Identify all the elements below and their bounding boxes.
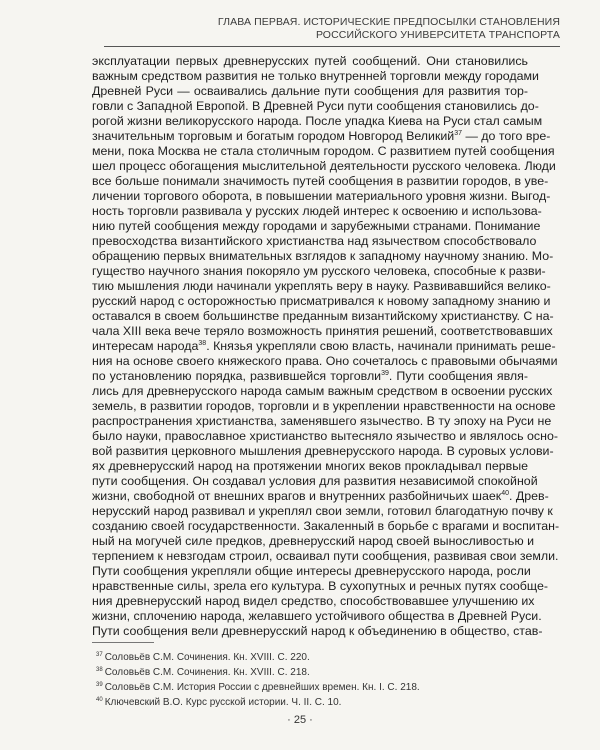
footnote (92, 665, 528, 680)
footnote-number: 38 (96, 666, 103, 673)
body-line-text: жизни, сплочению народа, желавшего устойчивого общества в Древней Руси. (92, 609, 542, 623)
body-line-text: нравственные силы, зрела его культура. В сухопутных и речных путях сообще- (92, 579, 548, 593)
body-line (92, 579, 548, 594)
body-line (92, 534, 534, 549)
body-line (92, 564, 531, 579)
body-line (92, 594, 535, 609)
body-line (92, 114, 543, 129)
body-line-text: все больше понимали значимость путей сообщения в развитии городов, в уве- (92, 174, 549, 188)
body-line-text: лись для древнерусского народа самым важным средством в освоении русских (92, 384, 553, 398)
body-line-text: ный на могучей силе предков, древнерусский народ своей выносливостью и (92, 534, 534, 548)
body-line-text: ях древнерусский народ на протяжении многих веков прокладывал первые (92, 459, 528, 473)
body-line (92, 429, 558, 444)
footnote (92, 650, 528, 665)
body-line (92, 279, 551, 294)
body-line-text: ность торговли развивала у русских людей интерес к освоению и использова- (92, 204, 542, 218)
running-header-line-2: РОССИЙСКОГО УНИВЕРСИТЕТА ТРАНСПОРТА (315, 29, 560, 41)
body-line (92, 414, 552, 429)
body-line (92, 69, 539, 84)
body-line (92, 504, 553, 519)
body-line (92, 339, 556, 354)
body-line (92, 354, 558, 369)
body-line-text: интересам народа (92, 339, 199, 353)
body-line-text: личении торгового оборота, в повышении материального уровня жизни. Выгод- (92, 189, 551, 203)
footnote-divider (92, 642, 154, 643)
body-line-text-continued: . Князья укрепляли свою власть, начинали принимать реше- (206, 339, 556, 353)
body-line-text: нию путей сообщения между городами и зарубежными странами. Понимание (92, 219, 541, 233)
body-line-text: распространения христианства, заменявшего язычество. В ту эпоху на Руси не (92, 414, 552, 428)
body-line-text: созданию своей государственности. Закаленный в борьбе с врагами и воспитан- (92, 519, 560, 533)
body-line-text: обращению первых внимательных взглядов к западному научному знанию. Мо- (92, 249, 554, 263)
body-line-text: терпением к невзгодам строил, осваивал пути сообщения, развивая свои земли. (92, 549, 559, 563)
body-line (92, 624, 543, 639)
footnote-marker: 37 (454, 129, 463, 137)
header-divider (104, 46, 560, 47)
footnote (92, 695, 528, 710)
body-line (92, 264, 546, 279)
footnote-text: Ключевский В.О. Курс русской истории. Ч. II. С. 10. (104, 697, 342, 708)
body-line (92, 324, 553, 339)
body-line (92, 444, 554, 459)
body-text (92, 54, 560, 639)
footnote-number: 40 (96, 696, 103, 703)
footnote-marker: 39 (381, 369, 389, 377)
body-line-text: тию мышления люди начинали укреплять веру в науку. Развивавшийся велико- (92, 279, 551, 293)
body-line-text: Древней Руси — осваивались дальние пути сообщения для развития тор- (92, 84, 528, 98)
body-line-text: рогой жизни великорусского народа. После упадка Киева на Руси стал самым (92, 114, 543, 128)
body-line-text: пути сообщения. Он создавал условия для развития независимой спокойной (92, 474, 538, 488)
footnote (92, 680, 528, 695)
body-line-text-continued: — до того вре- (462, 129, 551, 143)
body-line (92, 99, 539, 114)
body-line-text: превосходства византийского христианства над язычеством способствовало (92, 234, 537, 248)
body-line (92, 144, 555, 159)
body-line (92, 294, 551, 309)
body-line (92, 189, 551, 204)
body-line (92, 249, 554, 264)
body-line-text: говли с Западной Европой. В Древней Руси пути сообщения становились до- (92, 99, 539, 113)
body-line-text: чала XIII века вече теряло возможность принятия решений, соответствовавших (92, 324, 553, 338)
body-line (92, 609, 542, 624)
footnote-text: Соловьёв С.М. Сочинения. Кн. XVIII. С. 218. (104, 667, 310, 678)
body-line (92, 549, 559, 564)
body-line (92, 384, 553, 399)
body-line (92, 459, 528, 474)
body-line (92, 219, 541, 234)
body-line-text: оставался в своем большинстве преданным византийскому христианству. С на- (92, 309, 554, 323)
body-line-text: гущество научного знания покоряло ум русского человека, способные к разви- (92, 264, 546, 278)
footnote-marker: 40 (501, 489, 509, 497)
page-number: · 25 · (287, 714, 313, 726)
body-line-text: значительным торговым и богатым городом Новгород Великий (92, 129, 455, 143)
body-line-text: важным средством развития не только внутренней торговли между городами (92, 69, 539, 83)
body-line-text: земель, в развитии городов, торговли и в укреплении нравственности на основе (92, 399, 556, 413)
body-line (92, 54, 528, 69)
body-line-text: эксплуатации первых древнерусских путей сообщений. Они становились (92, 54, 528, 68)
body-line (92, 84, 528, 99)
footnote-number: 37 (96, 651, 103, 658)
running-header-line-1: ГЛАВА ПЕРВАЯ. ИСТОРИЧЕСКИЕ ПРЕДПОСЫЛКИ СТАНОВЛЕНИЯ (217, 16, 560, 28)
body-line (92, 474, 538, 489)
running-header (90, 16, 560, 42)
body-line (92, 174, 549, 189)
body-line (92, 204, 542, 219)
footnote-marker: 38 (198, 339, 207, 347)
body-line (92, 369, 528, 384)
body-line (92, 399, 556, 414)
body-line-text: жизни, свободной от внешних врагов и внутренних разбойничьих шаек (92, 489, 502, 503)
body-line (92, 519, 560, 534)
body-line (92, 309, 554, 324)
body-line-text: нерусский народ развивал и укреплял свои земли, готовил благодатную почву к (92, 504, 553, 518)
body-line-text: было науки, православное христианство вытесняло язычество и являлось осно- (92, 429, 558, 443)
body-line (92, 489, 549, 504)
footnote-number: 39 (96, 681, 103, 688)
body-line-text: шел процесс обогащения мыслительной деятельности русского человека. Люди (92, 159, 556, 173)
body-line-text: по установлению порядка, развившейся торговли (92, 369, 382, 383)
body-line-text: вой развития церковного мышления древнерусского народа. В суровых услови- (92, 444, 554, 458)
body-line-text: ния на основе своего княжеского права. Оно сочеталось с правовыми обычаями (92, 354, 558, 368)
footnote-text: Соловьёв С.М. История России с древнейших времен. Кн. I. С. 218. (104, 682, 420, 693)
footnote-text: Соловьёв С.М. Сочинения. Кн. XVIII. С. 220. (104, 652, 310, 663)
body-line-text: Пути сообщения вели древнерусский народ к объединению в общество, став- (92, 624, 543, 638)
footnotes (92, 650, 528, 710)
body-line-text: русский народ с осторожностью присматривался к новому западному знанию и (92, 294, 551, 308)
body-line (92, 234, 537, 249)
body-line-text: мени, пока Москва не стала столичным городом. С развитием путей сообщения (92, 144, 555, 158)
body-line-text: Пути сообщения укрепляли общие интересы древнерусского народа, росли (92, 564, 531, 578)
body-line (92, 129, 551, 144)
body-line-text-continued: . Пути сообщения явля- (388, 369, 528, 383)
body-line-text-continued: . Древ- (509, 489, 549, 503)
body-line-text: ния древнерусский народ видел средство, способствовавшее улучшению их (92, 594, 535, 608)
body-line (92, 159, 556, 174)
